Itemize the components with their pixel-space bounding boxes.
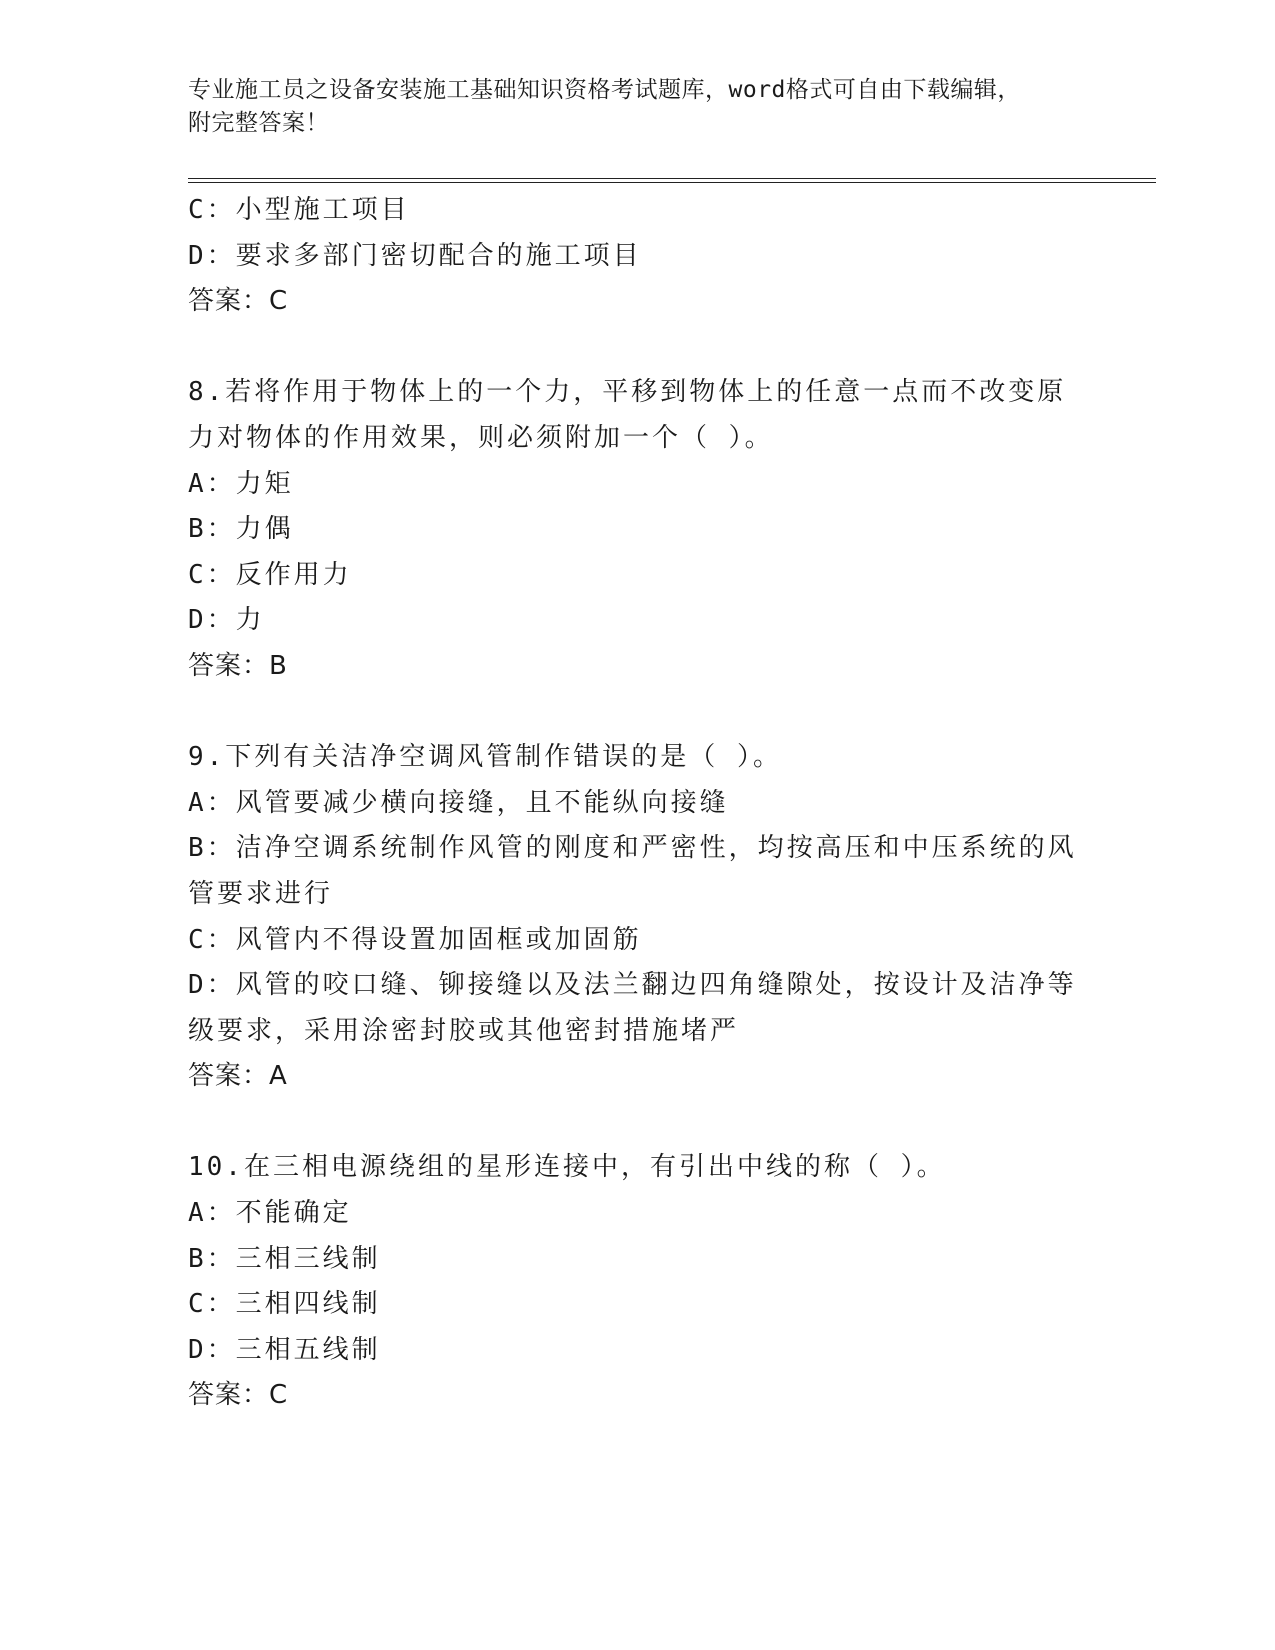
option-line: 管要求进行 [188,878,334,909]
option-line: A：不能确定 [188,1198,352,1229]
header-double-rule [188,178,1156,183]
option-line: A：风管要减少横向接缝，且不能纵向接缝 [188,787,729,818]
option-line: B：洁净空调系统制作风管的刚度和严密性，均按高压和中压系统的风 [188,833,1077,864]
header-line-2: 附完整答案！ [188,110,329,136]
question-gap [188,1100,1088,1146]
question-stem-line: 9.下列有关洁净空调风管制作错误的是（ ）。 [188,742,782,773]
option-line: D：力 [188,605,265,636]
option-line: C：三相四线制 [188,1289,381,1320]
option-line: C：反作用力 [188,559,352,590]
option-line: B：三相三线制 [188,1243,381,1274]
option-line: D：三相五线制 [188,1334,381,1365]
answer-line: 答案：A [188,1061,288,1092]
question-block-8 [188,370,1088,689]
question-stem-line: 力对物体的作用效果，则必须附加一个（ ）。 [188,422,774,453]
question-stem-line: 8.若将作用于物体上的一个力，平移到物体上的任意一点而不改变原 [188,377,1067,408]
question-list [188,188,1088,1419]
option-line: D：风管的咬口缝、铆接缝以及法兰翻边四角缝隙处，按设计及洁净等 [188,970,1077,1001]
option-line: D：要求多部门密切配合的施工项目 [188,240,642,271]
option-line: 级要求，采用涂密封胶或其他密封措施堵严 [188,1015,740,1046]
page-header [188,74,1088,140]
question-block-9 [188,735,1088,1100]
question-gap [188,690,1088,736]
answer-line: 答案：B [188,650,288,681]
option-line: A：力矩 [188,468,294,499]
header-line-1: 专业施工员之设备安装施工基础知识资格考试题库，word格式可自由下载编辑， [188,77,1021,103]
question-block-10 [188,1145,1088,1419]
question-gap [188,325,1088,371]
question-stem-line: 10.在三相电源绕组的星形连接中，有引出中线的称（ ）。 [188,1152,946,1183]
answer-line: 答案：C [188,1380,289,1411]
option-line: C：风管内不得设置加固框或加固筋 [188,924,642,955]
partial-question-block [188,188,1088,325]
option-line: C：小型施工项目 [188,195,410,225]
answer-line: 答案：C [188,286,289,317]
option-line: B：力偶 [188,514,294,545]
